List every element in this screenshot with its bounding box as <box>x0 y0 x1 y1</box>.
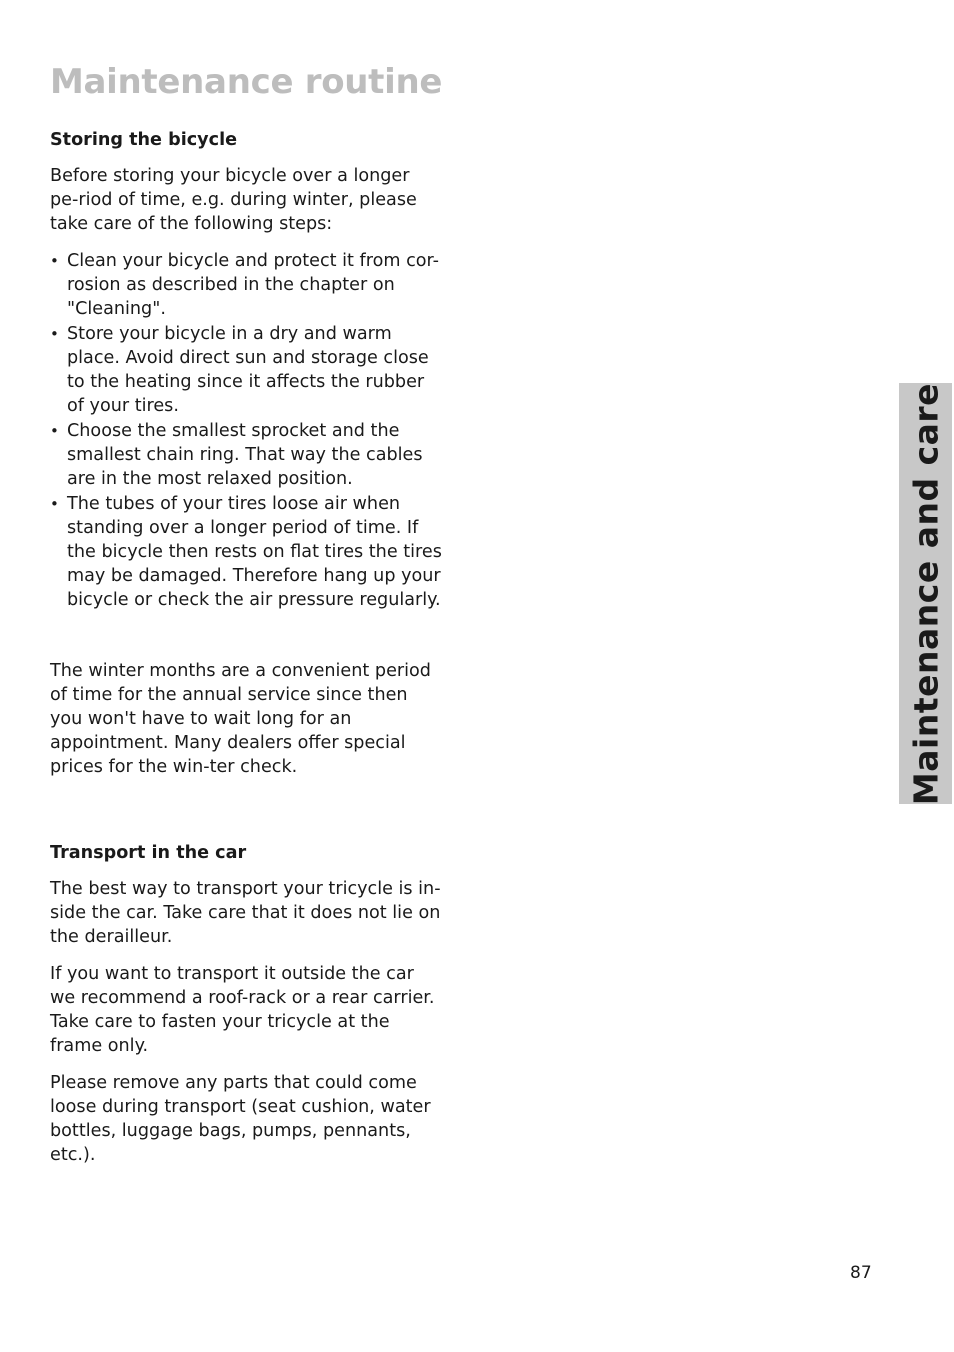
list-item <box>50 492 442 612</box>
list-item-text: Choose the smallest sprocket and the smallest chain ring. That way the cables are in the most relaxed position. <box>67 421 423 489</box>
bullet-icon: • <box>50 325 59 343</box>
list-item <box>50 322 442 418</box>
storing-steps-list <box>50 249 442 612</box>
chapter-side-tab-label: Maintenance and care <box>906 382 945 805</box>
bullet-icon: • <box>50 422 59 440</box>
list-item-text: The tubes of your tires loose air when standing over a longer period of time. If the bicycle then rests on flat tires the tires may be damaged. Therefore hang up your bicycle or check the air pressure regularly. <box>67 494 442 610</box>
section-heading-storing: Storing the bicycle <box>50 130 238 150</box>
main-column <box>50 128 442 1180</box>
page-title: Maintenance routine <box>50 62 443 102</box>
list-item <box>50 249 442 321</box>
bullet-icon: • <box>50 495 59 513</box>
transport-paragraph: If you want to transport it outside the car we recommend a roof-rack or a rear carrier. Take care to fasten your tricycle at the frame only. <box>50 964 435 1056</box>
transport-paragraph: Please remove any parts that could come loose during transport (seat cushion, water bottles, luggage bags, pumps, pennants, etc.). <box>50 1073 431 1165</box>
winter-note: The winter months are a convenient period of time for the annual service since then you won't have to wait long for an appointment. Many dealers offer special prices for the win-ter check. <box>50 661 431 777</box>
chapter-side-tab <box>899 383 952 804</box>
storing-intro: Before storing your bicycle over a longer pe-riod of time, e.g. during winter, please take care of the following steps: <box>50 166 417 234</box>
list-item-text: Store your bicycle in a dry and warm place. Avoid direct sun and storage close to the heating since it affects the rubber of your tires. <box>67 324 429 416</box>
list-item <box>50 419 442 491</box>
page-number: 87 <box>850 1263 872 1283</box>
list-item-text: Clean your bicycle and protect it from cor-rosion as described in the chapter on "Cleaning". <box>67 251 439 319</box>
bullet-icon: • <box>50 252 59 270</box>
transport-paragraph: The best way to transport your tricycle is in-side the car. Take care that it does not lie on the derailleur. <box>50 879 441 947</box>
section-heading-transport: Transport in the car <box>50 843 247 863</box>
